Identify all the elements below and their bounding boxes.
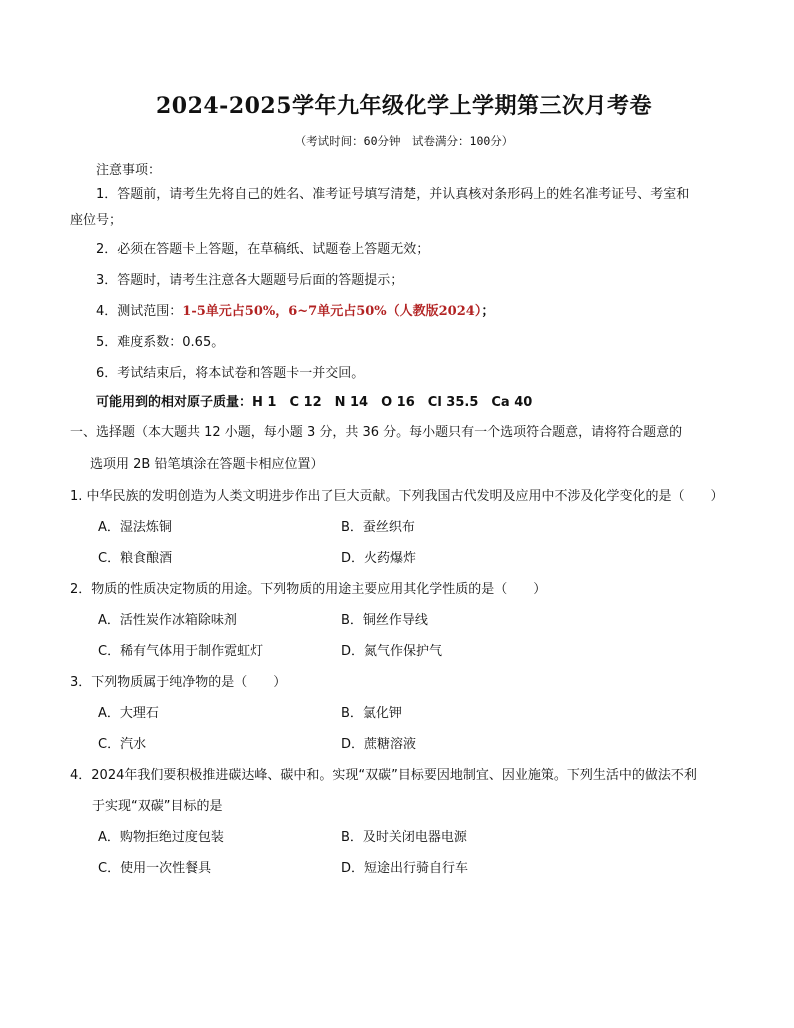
option-d: D．氮气作保护气 <box>341 644 443 659</box>
notice-item-4 <box>70 296 738 327</box>
option-a: A．大理石 <box>98 706 159 721</box>
section-heading <box>70 417 738 481</box>
notice-item-1 <box>70 182 738 234</box>
option-c: C．粮食酿酒 <box>98 551 173 566</box>
notice-item-3 <box>70 265 738 296</box>
notice-item-6-text: 6．考试结束后，将本试卷和答题卡一并交回。 <box>96 366 365 381</box>
exam-title: 2024-2025学年九年级化学上学期第三次月考卷 <box>155 93 653 119</box>
notice-item-3-text: 3．答题时，请考生注意各大题题号后面的答题提示； <box>96 273 404 288</box>
question-2-options <box>70 605 738 667</box>
notice-item-1-line1: 1．答题前，请考生先将自己的姓名、准考证号填写清楚，并认真核对条形码上的姓名准考证号、考室和 <box>96 187 690 202</box>
option-a: A．湿法炼铜 <box>98 520 172 535</box>
option-b: B．蚕丝织布 <box>341 520 415 535</box>
option-c: C．使用一次性餐具 <box>98 861 212 876</box>
notice-item-5-text: 5．难度系数：0.65。 <box>96 335 225 350</box>
notice-item-1-line2: 座位号； <box>70 213 123 228</box>
option-d: D．火药爆炸 <box>341 551 417 566</box>
question-stem: 1. 中华民族的发明创造为人类文明进步作出了巨大贡献。下列我国古代发明及应用中不涉及化学变化的是（ ） <box>70 489 724 504</box>
question-stem: 4．2024年我们要积极推进碳达峰、碳中和。实现“双碳”目标要因地制宜、因业施策。下列生活中的做法不利 <box>70 768 697 783</box>
option-b: B．氯化钾 <box>341 706 402 721</box>
question-3 <box>70 667 738 698</box>
notice-item-2 <box>70 234 738 265</box>
question-stem: 3．下列物质属于纯净物的是（ ） <box>70 675 287 690</box>
notice-item-2-text: 2．必须在答题卡上答题，在草稿纸、试题卷上答题无效； <box>96 242 430 257</box>
question-4 <box>70 760 738 822</box>
notice-item-4-prefix: 4．测试范围： <box>96 304 183 319</box>
option-d: D．蔗糖溶液 <box>341 737 417 752</box>
option-a: A．购物拒绝过度包装 <box>98 830 224 845</box>
question-stem: 2．物质的性质决定物质的用途。下列物质的用途主要应用其化学性质的是（ ） <box>70 582 547 597</box>
option-d: D．短途出行骑自行车 <box>341 861 469 876</box>
notice-item-4-suffix: ； <box>481 304 495 319</box>
test-range: 1-5单元占50%，6~7单元占50%（人教版2024） <box>182 304 482 319</box>
notice-item-6 <box>70 358 738 389</box>
option-a: A．活性炭作冰箱除味剂 <box>98 613 237 628</box>
exam-subtitle: （考试时间：60分钟 试卷满分：100分） <box>294 134 514 148</box>
option-c: C．汽水 <box>98 737 147 752</box>
question-1 <box>70 481 738 512</box>
option-b: B．铜丝作导线 <box>341 613 428 628</box>
section-heading-line2: 选项用 2B 铅笔填涂在答题卡相应位置） <box>90 457 324 472</box>
question-stem-continued: 于实现“双碳”目标的是 <box>92 799 223 814</box>
option-c: C．稀有气体用于制作霓虹灯 <box>98 644 264 659</box>
notice-item-5 <box>70 327 738 358</box>
question-1-options <box>70 512 738 574</box>
question-3-options <box>70 698 738 760</box>
question-2 <box>70 574 738 605</box>
notice-heading: 注意事项： <box>96 163 162 178</box>
option-b: B．及时关闭电器电源 <box>341 830 467 845</box>
question-4-options <box>70 822 738 884</box>
section-heading-line1: 一、选择题（本大题共 12 小题，每小题 3 分，共 36 分。每小题只有一个选项符合题意，请将符合题意的 <box>70 425 683 440</box>
atomic-masses: 可能用到的相对原子质量：H 1 C 12 N 14 O 16 Cl 35.5 Ca 40 <box>96 395 533 410</box>
